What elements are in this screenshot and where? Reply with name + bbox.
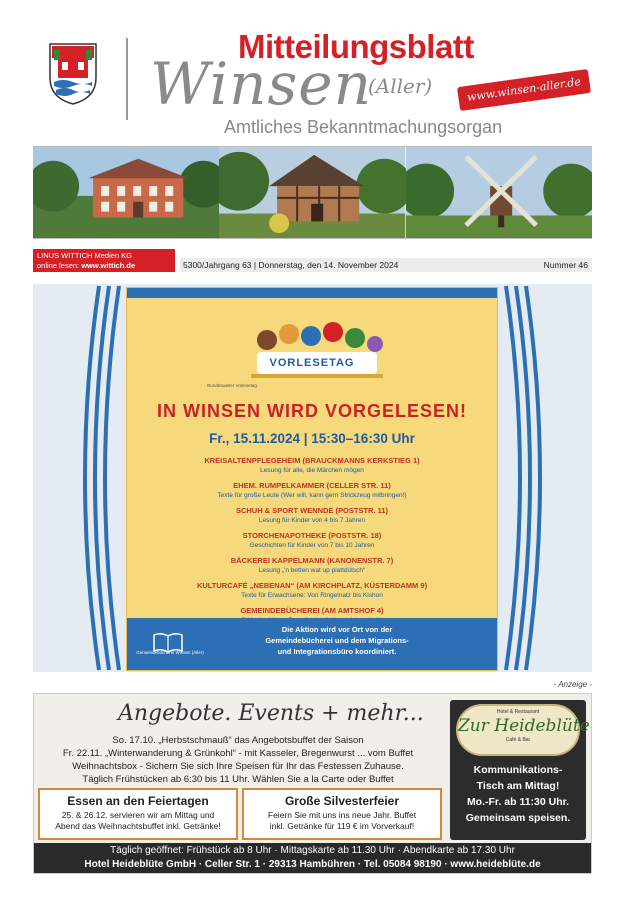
- hotel-advertisement: [33, 693, 592, 874]
- ad-label: - Anzeige -: [553, 680, 592, 689]
- poster-footer: [127, 618, 497, 670]
- photo-windmill: [406, 147, 592, 238]
- poster-logo-text: VORLESETAG: [269, 357, 355, 369]
- silvester-text: Feiern Sie mit uns ins neue Jahr. Buffet inkl. Getränke für 119 € im Vorverkauf!: [267, 810, 417, 831]
- vorlesetag-poster: [126, 287, 498, 671]
- silvester-title: Große Silvesterfeier: [284, 794, 400, 808]
- poster-date: Fr., 15.11.2024 | 15:30–16:30 Uhr: [209, 431, 415, 446]
- heidebluete-logo: Hotel & Restaurant Zur Heideblüte Café & Bar: [456, 704, 580, 756]
- ad-line: Fr. 22.11. „Winterwanderung & Grünkohl“ - mit Kasseler, Bregenwurst ... vom Buffet: [62, 748, 414, 759]
- ad-line: Täglich Frühstücken ab 6:30 bis 11 Uhr. Wählen Sie a la Carte oder Buffet: [82, 774, 394, 785]
- poster-headline: IN WINSEN WIRD VORGELESEN!: [156, 401, 467, 421]
- opening-hours: Täglich geöffnet: Frühstück ab 8 Uhr · Mittagskarte ab 11.30 Uhr · Abendkarte ab 17.30 Uhr: [110, 845, 515, 856]
- masthead-town-suffix: (Aller): [368, 74, 433, 98]
- photo-manor-house: [33, 147, 219, 238]
- masthead-town: Winsen: [150, 50, 372, 118]
- issue-info-bar: [180, 258, 592, 272]
- coordination-note: Die Aktion wird vor Ort von der Gemeindebücherei und dem Migrations- und Integrationsbüro koordiniert.: [265, 625, 409, 656]
- silvester-box: [242, 788, 442, 840]
- event-item: KULTURCAFÉ „NEBENAN“ (AM KIRCHPLATZ, KÜSTERDAMM 9) Texte für Erwachsene: Von Ringelnatz bis Kishon: [196, 581, 428, 599]
- holiday-text: 25. & 26.12. servieren wir am Mittag und Abend das Weihnachtsbuffet inkl. Getränke!: [55, 810, 221, 831]
- publisher-box: [33, 249, 175, 272]
- publisher-name: LINUS WITTICH Medien KG: [37, 251, 133, 260]
- poster-top-bar: [127, 288, 497, 298]
- event-item: SCHUH & SPORT WENNDE (POSTSTR. 11) Lesung für Kinder von 4 bis 7 Jahren: [235, 506, 389, 524]
- publisher-url[interactable]: www.wittich.de: [81, 261, 136, 270]
- event-item: STORCHENAPOTHEKE (POSTSTR. 18) Geschichten für Kinder von 7 bis 10 Jahren: [242, 531, 382, 549]
- vorlesetag-logo-icon: [237, 310, 397, 390]
- publisher-online: online lesen: www.wittich.de: [37, 261, 136, 270]
- issue-info: 5300/Jahrgang 63 | Donnerstag, den 14. November 2024: [183, 260, 399, 270]
- poster-logo-caption: Bundesweiter Vorlesetag: [207, 383, 257, 388]
- hotel-contact: Hotel Heideblüte GmbH · Celler Str. 1 · 29313 Hambühren · Tel. 05084 98190 · www.heideblüte.de: [84, 859, 541, 870]
- masthead-subtitle: Amtliches Bekanntmachungsorgan: [224, 117, 503, 137]
- holiday-box: [38, 788, 238, 840]
- masthead-title: Mitteilungsblatt: [238, 28, 474, 65]
- photo-timber-house: [219, 147, 405, 238]
- website-badge[interactable]: www.winsen-aller.de: [457, 69, 591, 111]
- event-item: BÄCKEREI KAPPELMANN (KANONENSTR. 7) Lesung „'n betten wat up plattdütsch“: [230, 556, 394, 574]
- header-divider: [126, 38, 128, 120]
- ad-line: So. 17.10. „Herbstschmauß“ das Angebotsbuffet der Saison: [112, 735, 364, 746]
- ad-offers: [34, 734, 442, 786]
- ad-line: Weihnachtsbox - Sichern Sie sich Ihre Speisen für Ihr das Festessen Zuhause.: [72, 761, 404, 772]
- event-list: [127, 456, 497, 631]
- issue-number: Nummer 46: [543, 260, 588, 270]
- lunch-table-promo: Kommunikations- Tisch am Mittag! Mo.-Fr. ab 11:30 Uhr. Gemeinsam speisen.: [465, 764, 571, 824]
- event-item: EHEM. RUMPELKAMMER (CELLER STR. 11) Texte für große Leute (Wer will, kann gern Strickzeug mitbringen!): [217, 481, 407, 499]
- ad-title: Angebote. Events + mehr...: [118, 701, 424, 726]
- ad-footer: [34, 843, 591, 873]
- ad-promo-panel: [450, 700, 590, 840]
- event-item: KREISALTENPFLEGEHEIM (BRAUCKMANNS KERKSTIEG 1) Lesung für alle, die Märchen mögen: [204, 456, 420, 474]
- coat-of-arms-icon: [48, 42, 98, 106]
- library-label: Gemeindebücherei Winsen (Aller): [136, 650, 204, 655]
- event-item: GEMEINDEBÜCHEREI (AM AMTSHOF 4): [240, 606, 384, 615]
- header-photo-strip: [33, 146, 592, 239]
- holiday-title: Essen an den Feiertagen: [67, 794, 209, 808]
